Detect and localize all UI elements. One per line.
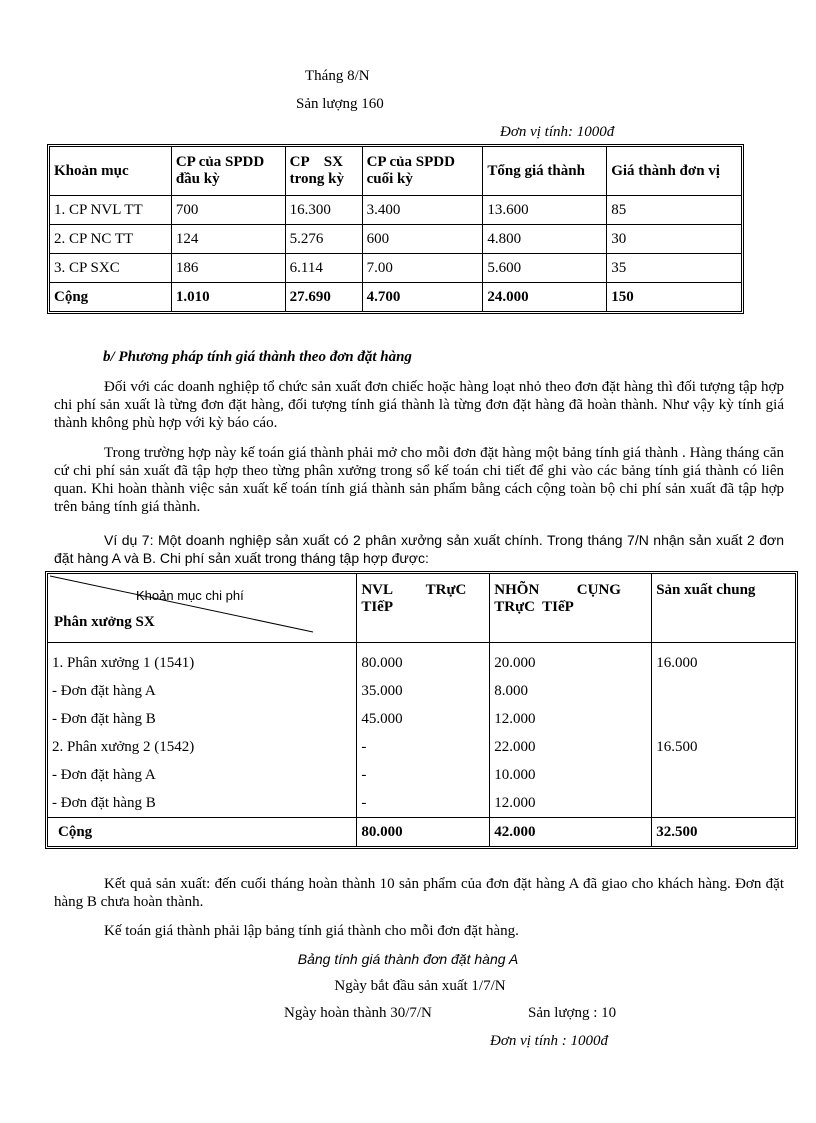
section-heading: b/ Phương pháp tính giá thành theo đơn đặt hàng (103, 349, 412, 365)
diag-bottom-label: Phân xưởng SX (54, 614, 155, 630)
table-row (48, 643, 796, 678)
cell (652, 761, 796, 789)
table-row (48, 677, 796, 705)
table-row (48, 733, 796, 761)
finish-date: Ngày hoàn thành 30/7/N (284, 1005, 432, 1021)
cell: - (357, 733, 490, 761)
cell: 35 (607, 254, 742, 283)
cell (652, 677, 796, 705)
cell: 4.800 (483, 225, 607, 254)
table-row (50, 196, 742, 225)
cell: 7.00 (362, 254, 483, 283)
col-sxc: Sản xuất chung (652, 574, 796, 643)
cell: - Đơn đặt hàng B (48, 705, 357, 733)
cell: 85 (607, 196, 742, 225)
cell: - Đơn đặt hàng A (48, 761, 357, 789)
cell: 42.000 (490, 818, 652, 847)
table-total-row (50, 283, 742, 312)
table-row (48, 789, 796, 818)
cell: 1. CP NVL TT (50, 196, 172, 225)
paragraph-1: Đối với các doanh nghiệp tổ chức sản xuất đơn chiếc hoặc hàng loạt nhỏ theo đơn đặt hàng thì đối tượng tập hợp chi phí sản xuất là từng đơn đặt hàng, đối tượng tính giá thành là từng đơn đặt hàng đã hoàn thành. Như vậy kỳ tính giá thành không phù hợp với kỳ báo cáo. (54, 379, 784, 431)
cell: 22.000 (490, 733, 652, 761)
cell: 12.000 (490, 705, 652, 733)
cell: Cộng (48, 818, 357, 847)
cell: 124 (171, 225, 285, 254)
cell: 3. CP SXC (50, 254, 172, 283)
month-label: Tháng 8/N (305, 68, 370, 84)
diagonal-header-cell (48, 574, 357, 643)
col-nvl: NVL TRựC TIếP (357, 574, 490, 643)
cell: 13.600 (483, 196, 607, 225)
table-row (50, 225, 742, 254)
cell: Cộng (50, 283, 172, 312)
cell: 35.000 (357, 677, 490, 705)
cell: 700 (171, 196, 285, 225)
cell: 6.114 (285, 254, 362, 283)
table-row (48, 705, 796, 733)
cell: 20.000 (490, 643, 652, 678)
table1-header (50, 147, 742, 196)
cost-table-2 (47, 573, 796, 847)
col-cp-sx: CP SX trong kỳ (285, 147, 362, 196)
paragraph-2: Trong trường hợp này kế toán giá thành phải mở cho mỗi đơn đặt hàng một bảng tính giá thành . Hàng tháng căn cứ chi phí sản xuất đã tập hợp theo từng phân xưởng trong sổ kế toán chi tiết để ghi vào các bảng tính giá thành có liên quan. Khi hoàn thành việc sản xuất kế toán tính giá thành sản phẩm bằng cách cộng toàn bộ chi phí sản xuất đã tập hợp trên bảng tính giá thành. (54, 445, 784, 515)
cell: 16.300 (285, 196, 362, 225)
cell: 27.690 (285, 283, 362, 312)
diag-top-label: Khoản mục chi phí (136, 588, 244, 603)
cell: 186 (171, 254, 285, 283)
cell: 12.000 (490, 789, 652, 818)
cell: 80.000 (357, 818, 490, 847)
cell: 24.000 (483, 283, 607, 312)
cell: 8.000 (490, 677, 652, 705)
cell: 2. Phân xưởng 2 (1542) (48, 733, 357, 761)
col-khoan-muc: Khoản mục (50, 147, 172, 196)
cell: - (357, 761, 490, 789)
col-spdd-cuoi: CP của SPDD cuối kỳ (362, 147, 483, 196)
cell: 45.000 (357, 705, 490, 733)
table-total-row (48, 818, 796, 847)
output-label: Sản lượng 160 (296, 96, 384, 112)
col-gia-thanh-don-vi: Giá thành đơn vị (607, 147, 742, 196)
cell: 30 (607, 225, 742, 254)
cell: - Đơn đặt hàng B (48, 789, 357, 818)
cell: 2. CP NC TT (50, 225, 172, 254)
cell (652, 705, 796, 733)
col-nc: NHÕN CỤNG TRựC TIếP (490, 574, 652, 643)
table2-header (48, 574, 796, 643)
paragraph-4: Kết quả sản xuất: đến cuối tháng hoàn thành 10 sản phẩm của đơn đặt hàng A đã giao cho khách hàng. Đơn đặt hàng B chưa hoàn thành. (54, 876, 784, 910)
table-row (48, 761, 796, 789)
col-tong-gia-thanh: Tổng giá thành (483, 147, 607, 196)
cell: - Đơn đặt hàng A (48, 677, 357, 705)
paragraph-3: Ví dụ 7: Một doanh nghiệp sản xuất có 2 phân xưởng sản xuất chính. Trong tháng 7/N nhận sản xuất 2 đơn đặt hàng A và B. Chi phí sản xuất trong tháng tập hợp được: (54, 532, 784, 566)
cell: - (357, 789, 490, 818)
cell: 32.500 (652, 818, 796, 847)
cell: 600 (362, 225, 483, 254)
cell: 5.276 (285, 225, 362, 254)
paragraph-5: Kế toán giá thành phải lập bảng tính giá thành cho mỗi đơn đặt hàng. (104, 923, 519, 939)
quantity-label: Sản lượng : 10 (528, 1005, 617, 1021)
cell: 80.000 (357, 643, 490, 678)
unit-label: Đơn vị tính: 1000đ (500, 124, 615, 140)
cell: 16.000 (652, 643, 796, 678)
cell: 10.000 (490, 761, 652, 789)
order-table-title: Bảng tính giá thành đơn đặt hàng A (297, 951, 519, 967)
cell: 16.500 (652, 733, 796, 761)
cell: 4.700 (362, 283, 483, 312)
unit-label-2: Đơn vị tính : 1000đ (490, 1033, 608, 1049)
cell: 3.400 (362, 196, 483, 225)
cost-table-1 (49, 146, 742, 312)
cell: 5.600 (483, 254, 607, 283)
cell: 150 (607, 283, 742, 312)
start-date: Ngày bắt đầu sản xuất 1/7/N (334, 978, 506, 994)
table-row (50, 254, 742, 283)
cell: 1.010 (171, 283, 285, 312)
cell: 1. Phân xưởng 1 (1541) (48, 643, 357, 678)
cell (652, 789, 796, 818)
col-spdd-dau: CP của SPDD đầu kỳ (171, 147, 285, 196)
